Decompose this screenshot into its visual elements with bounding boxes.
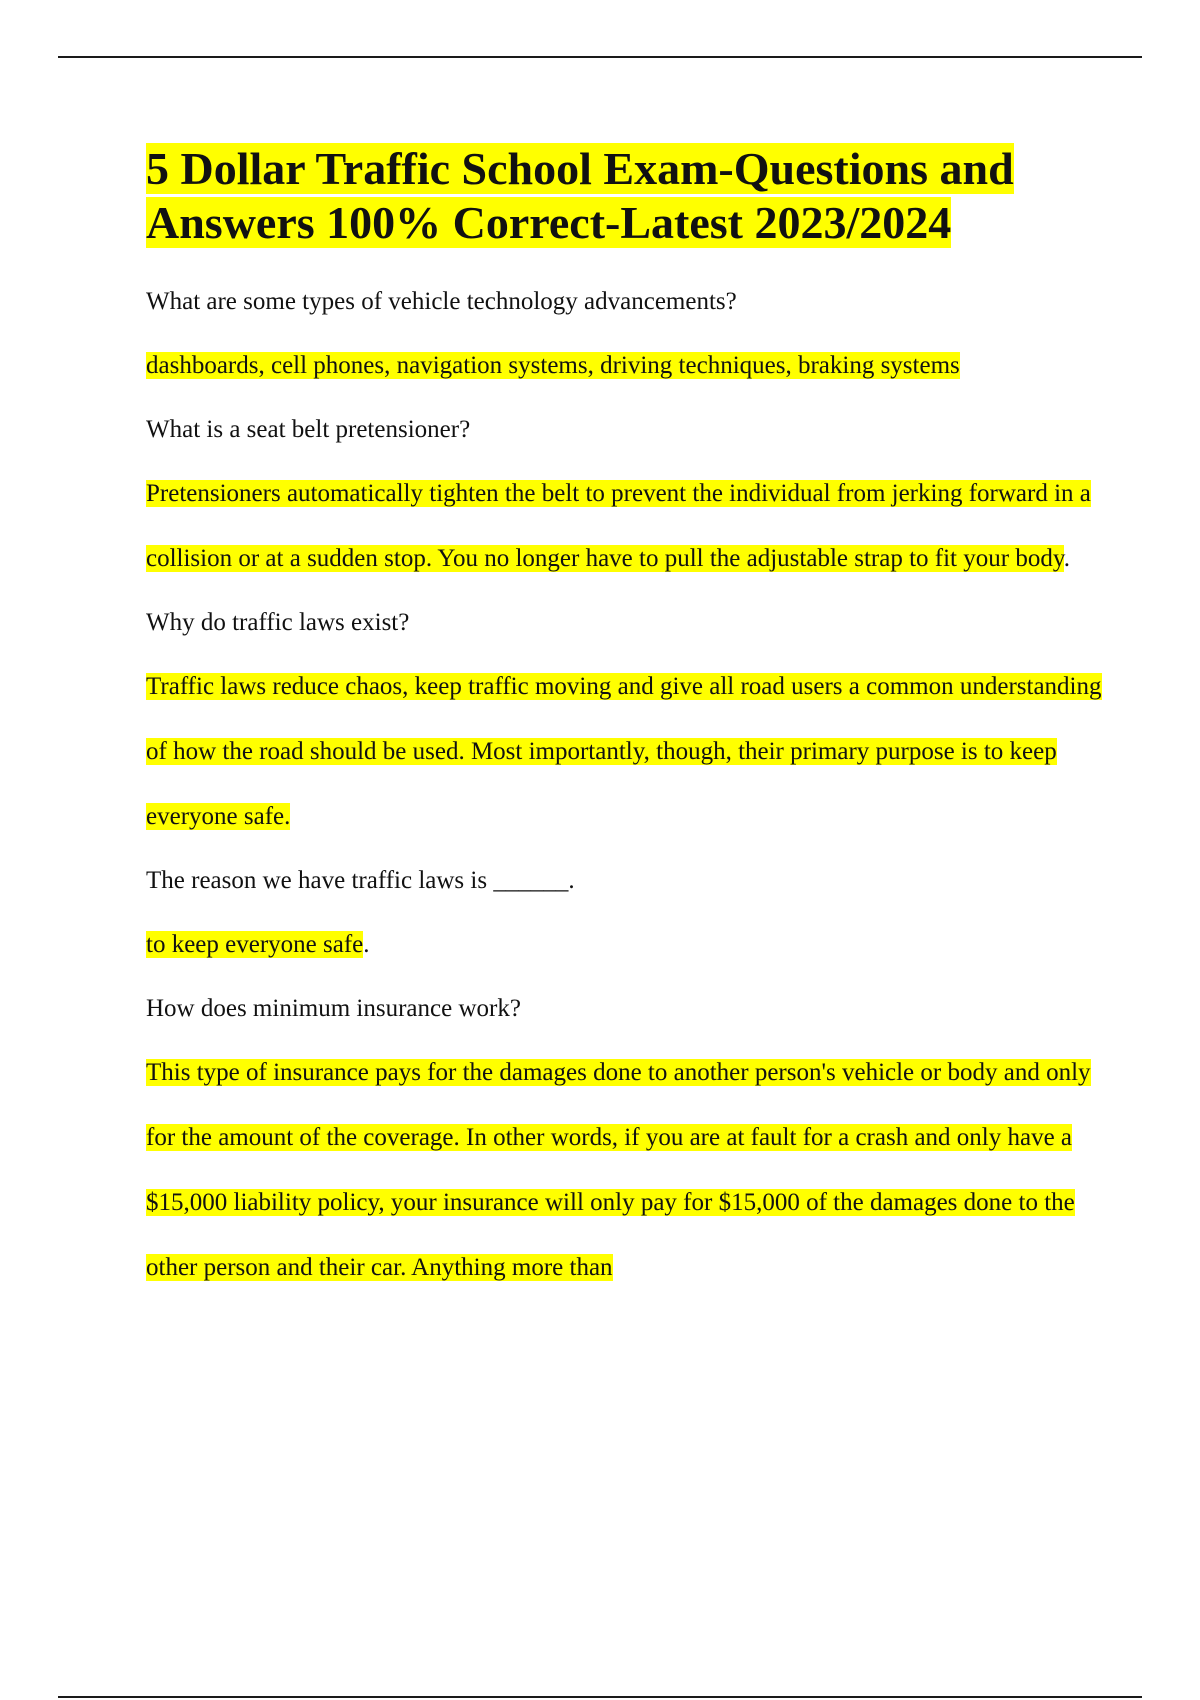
document-body: [146, 142, 1106, 1300]
question-5: How does minimum insurance work?: [146, 995, 521, 1022]
question-2: What is a seat belt pretensioner?: [146, 416, 471, 443]
answer-1: [146, 333, 1106, 398]
bottom-rule: [58, 1696, 1142, 1698]
answer-3-text: Traffic laws reduce chaos, keep traffic moving and give all road users a common understanding of how the road should be used. Most importantly, though, their primary purpose is to keep everyone safe.: [146, 673, 1102, 830]
answer-5: [146, 1040, 1106, 1300]
answer-4-text: to keep everyone safe: [146, 931, 364, 958]
answer-1-text: dashboards, cell phones, navigation systems, driving techniques, braking systems: [146, 352, 960, 379]
answer-4-trailing: .: [363, 931, 370, 958]
document-title: [146, 142, 1106, 250]
answer-2-text: Pretensioners automatically tighten the belt to prevent the individual from jerking forward in a collision or at a sudden stop. You no longer have to pull the adjustable strap to fit your body: [146, 480, 1091, 572]
question-3: Why do traffic laws exist?: [146, 609, 410, 636]
top-rule: [58, 56, 1142, 58]
answer-3: [146, 654, 1106, 849]
question-4: The reason we have traffic laws is ______.: [146, 867, 575, 894]
answer-5-text: This type of insurance pays for the damages done to another person's vehicle or body and only for the amount of the coverage. In other words, if you are at fault for a crash and only have a $15,000 liability policy, your insurance will only pay for $15,000 of the damages done to the other person and their car. Anything more than: [146, 1059, 1091, 1281]
question-1: What are some types of vehicle technology advancements?: [146, 288, 737, 315]
answer-2-trailing: .: [1063, 545, 1070, 572]
answer-2: [146, 461, 1106, 591]
answer-4: [146, 912, 1106, 977]
title-highlight: 5 Dollar Traffic School Exam-Questions and Answers 100% Correct-Latest 2023/2024: [146, 143, 1014, 248]
